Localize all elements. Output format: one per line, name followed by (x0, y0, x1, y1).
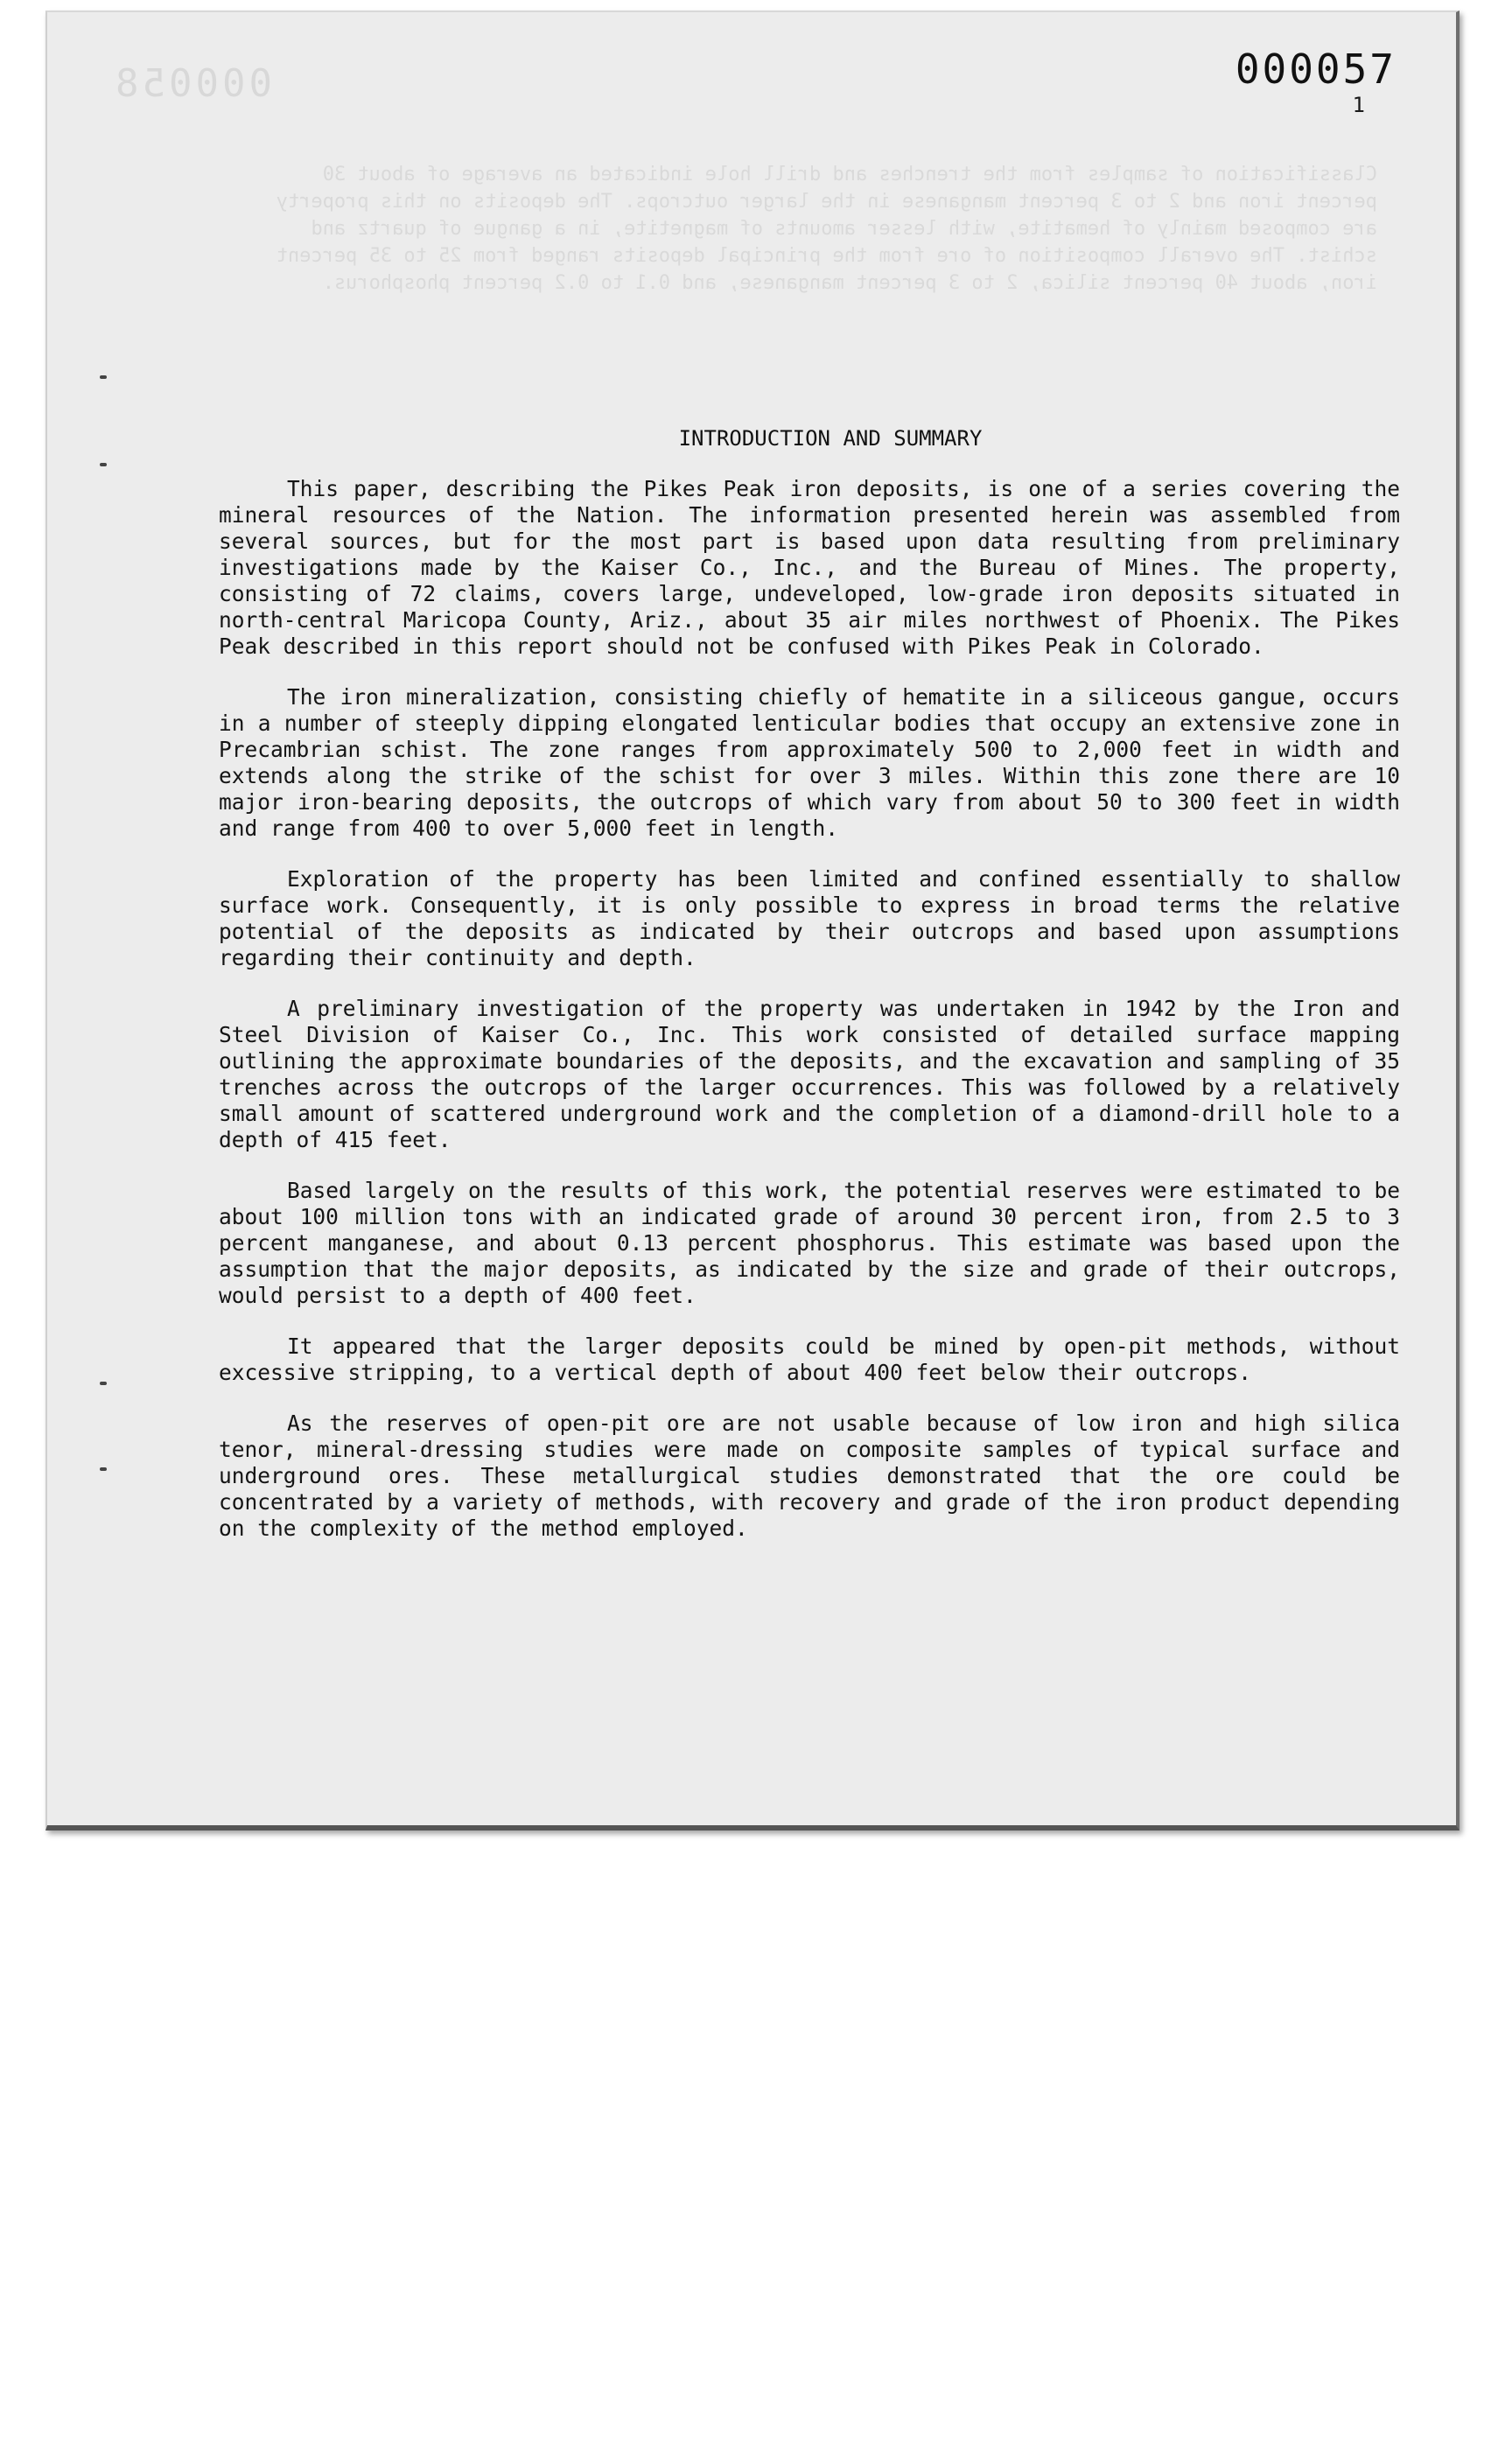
margin-mark (100, 1382, 107, 1385)
paragraph: A preliminary investigation of the property was undertaken in 1942 by the Iron and Steel Division of Kaiser Co., Inc. This work consisted of detailed surface mapping outlining the approximate boundaries of the deposits, and the excavation and sampling of 35 trenches across the outcrops of the larger occurrences. This was followed by a relatively small amount of scattered underground work and the completion of a diamond-drill hole to a depth of 415 feet. (219, 996, 1400, 1152)
margin-mark (100, 1467, 107, 1471)
document-number: 000057 (1235, 46, 1396, 93)
body-text (219, 476, 1400, 1566)
paragraph: This paper, describing the Pikes Peak iron deposits, is one of a series covering the mineral resources of the Nation. The information presented herein was assembled from several sources, but for the most part is based upon data resulting from preliminary investigations made by the Kaiser Co., Inc., and the Bureau of Mines. The property, consisting of 72 claims, covers large, undeveloped, low-grade iron deposits situated in north-central Maricopa County, Ariz., about 35 air miles northwest of Phoenix. The Pikes Peak described in this report should not be confused with Pikes Peak in Colorado. (219, 476, 1400, 659)
paragraph: As the reserves of open-pit ore are not usable because of low iron and high silica tenor, mineral-dressing studies were made on composite samples of typical surface and underground ores. These metallurgical studies demonstrated that the ore could be concentrated by a variety of methods, with recovery and grade of the iron product depending on the complexity of the method employed. (219, 1410, 1400, 1541)
paragraph: Exploration of the property has been limited and confined essentially to shallow surface work. Consequently, it is only possible to express in broad terms the relative potential of the deposits as indicated by their outcrops and based upon assumptions regarding their continuity and depth. (219, 866, 1400, 970)
section-heading: INTRODUCTION AND SUMMARY (678, 426, 983, 451)
margin-mark (100, 463, 107, 466)
scanned-page (46, 10, 1460, 1830)
bleed-through-text: Classification of samples from the trenches and drill hole indicated an average of about 30 percent iron and 2 to 3 percent manganese in the larger outcrops. The deposits on this property are composed mainly of hematite, with lesser amounts of magnetite, in a gangue of quartz and schist. The overall composition of ore from the principal deposits ranged from 25 to 35 percent iron, about 40 percent silica, 2 to 3 percent manganese, and 0.1 to 0.2 percent phosphorus. (264, 164, 1377, 294)
margin-mark (100, 375, 107, 379)
paragraph: It appeared that the larger deposits could be mined by open-pit methods, without excessive stripping, to a vertical depth of about 400 feet below their outcrops. (219, 1334, 1400, 1385)
page-number: 1 (1352, 93, 1365, 117)
bleed-through-number: 000058 (112, 61, 272, 106)
paragraph: The iron mineralization, consisting chiefly of hematite in a siliceous gangue, occurs in a number of steeply dipping elongated lenticular bodies that occupy an extensive zone in Precambrian schist. The zone ranges from approximately 500 to 2,000 feet in width and extends along the strike of the schist for over 3 miles. Within this zone there are 10 major iron-bearing deposits, the outcrops of which vary from about 50 to 300 feet in width and range from 400 to over 5,000 feet in length. (219, 684, 1400, 841)
paragraph: Based largely on the results of this work, the potential reserves were estimated to be about 100 million tons with an indicated grade of around 30 percent iron, from 2.5 to 3 percent manganese, and about 0.13 percent phosphorus. This estimate was based upon the assumption that the major deposits, as indicated by the size and grade of their outcrops, would persist to a depth of 400 feet. (219, 1178, 1400, 1308)
